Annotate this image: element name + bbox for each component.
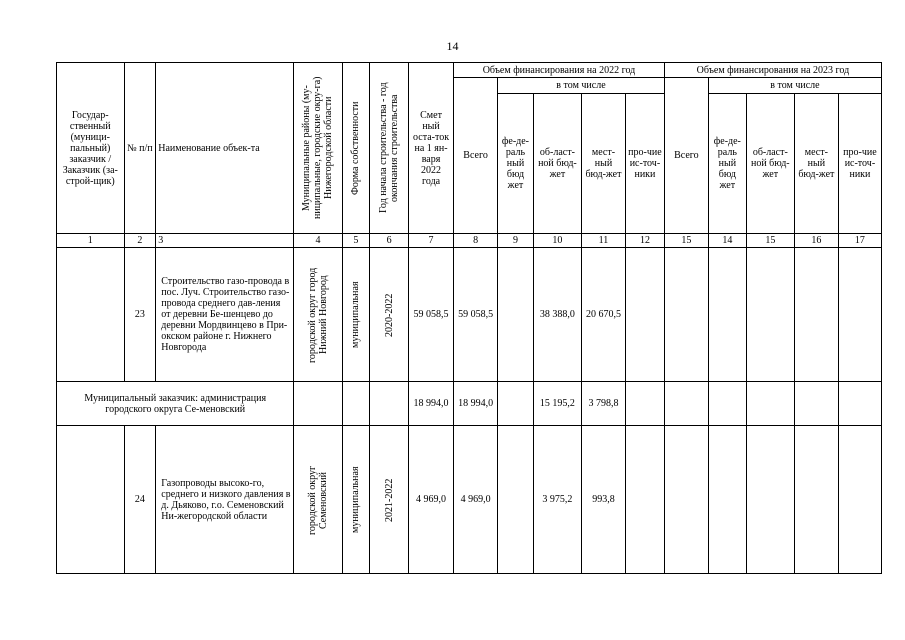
cell-num: 23 bbox=[124, 248, 156, 382]
header-regional-2023: об-ласт-ной бюд-жет bbox=[746, 94, 794, 234]
header-num: № п/п bbox=[124, 63, 156, 234]
header-including-2023: в том числе bbox=[708, 78, 881, 94]
col-number: 16 bbox=[794, 234, 838, 248]
col-number: 15 bbox=[664, 234, 708, 248]
cell-regional-2023 bbox=[746, 248, 794, 382]
header-local-2023: мест-ный бюд-жет bbox=[794, 94, 838, 234]
col-number: 2 bbox=[124, 234, 156, 248]
header-ownership: Форма собственности bbox=[342, 63, 370, 234]
cell-total-2022: 18 994,0 bbox=[454, 382, 498, 426]
table-row bbox=[57, 382, 882, 426]
col-number: 3 bbox=[156, 234, 294, 248]
header-fin2023: Объем финансирования на 2023 год bbox=[664, 63, 881, 78]
header-local-2022: мест-ный бюд-жет bbox=[581, 94, 625, 234]
cell-federal-2022 bbox=[498, 248, 534, 382]
cell-regional-2022: 15 195,2 bbox=[533, 382, 581, 426]
cell-total-2023 bbox=[664, 382, 708, 426]
cell-other-2023 bbox=[838, 426, 881, 574]
header-federal-2023: фе-де-раль ный бюд жет bbox=[708, 94, 746, 234]
header-total-2023: Всего bbox=[664, 78, 708, 234]
cell-local-2023 bbox=[794, 248, 838, 382]
cell-federal-2022 bbox=[498, 382, 534, 426]
cell-regional-2022: 3 975,2 bbox=[533, 426, 581, 574]
header-customer: Государ-ственный (муници-пальный) заказчик / Заказчик (за-строй-щик) bbox=[57, 63, 125, 234]
cell-regional-2023 bbox=[746, 382, 794, 426]
page-number: 14 bbox=[446, 39, 459, 53]
cell-regional-2022: 38 388,0 bbox=[533, 248, 581, 382]
header-districts: Муниципальные районы (му-ниципальные, городские окру-га) Нижегородской области bbox=[294, 63, 342, 234]
cell-other-2022 bbox=[625, 426, 664, 574]
cell-customer bbox=[57, 426, 125, 574]
col-number: 11 bbox=[581, 234, 625, 248]
col-number: 5 bbox=[342, 234, 370, 248]
financing-table bbox=[56, 62, 882, 574]
header-object-name: Наименование объек-та bbox=[156, 63, 294, 234]
cell-local-2023 bbox=[794, 382, 838, 426]
cell-regional-2023 bbox=[746, 426, 794, 574]
cell-ownership bbox=[342, 382, 370, 426]
cell-estimated: 4 969,0 bbox=[409, 426, 454, 574]
cell-other-2022 bbox=[625, 248, 664, 382]
col-number: 7 bbox=[409, 234, 454, 248]
cell-object-name: Газопроводы высоко-го, среднего и низкого давления в д. Дьяково, г.о. Семеновский Ни-жегородской области bbox=[156, 426, 294, 574]
header-other-2022: про-чие ис-точ-ники bbox=[625, 94, 664, 234]
cell-local-2023 bbox=[794, 426, 838, 574]
cell-other-2022 bbox=[625, 382, 664, 426]
cell-estimated: 18 994,0 bbox=[409, 382, 454, 426]
col-number: 9 bbox=[498, 234, 534, 248]
col-number: 17 bbox=[838, 234, 881, 248]
cell-ownership: муниципальная bbox=[342, 426, 370, 574]
header-fin2022: Объем финансирования на 2022 год bbox=[454, 63, 665, 78]
cell-district: городской округ Семеновский bbox=[294, 426, 342, 574]
cell-ownership: муниципальная bbox=[342, 248, 370, 382]
header-regional-2022: об-ласт-ной бюд-жет bbox=[533, 94, 581, 234]
col-number: 10 bbox=[533, 234, 581, 248]
cell-federal-2023 bbox=[708, 426, 746, 574]
cell-years: 2020-2022 bbox=[370, 248, 409, 382]
table-row bbox=[57, 248, 882, 382]
cell-federal-2022 bbox=[498, 426, 534, 574]
header-total-2022: Всего bbox=[454, 78, 498, 234]
cell-years: 2021-2022 bbox=[370, 426, 409, 574]
cell-district bbox=[294, 382, 342, 426]
cell-local-2022: 3 798,8 bbox=[581, 382, 625, 426]
cell-local-2022: 20 670,5 bbox=[581, 248, 625, 382]
header-including-2022: в том числе bbox=[498, 78, 665, 94]
col-number: 14 bbox=[708, 234, 746, 248]
cell-customer-group: Муниципальный заказчик: администрация городского округа Се-меновский bbox=[57, 382, 294, 426]
col-number: 1 bbox=[57, 234, 125, 248]
cell-other-2023 bbox=[838, 248, 881, 382]
cell-federal-2023 bbox=[708, 248, 746, 382]
header-federal-2022: фе-де-раль ный бюд жет bbox=[498, 94, 534, 234]
col-number: 6 bbox=[370, 234, 409, 248]
header-estimated: Смет ный оста-ток на 1 ян-варя 2022 года bbox=[409, 63, 454, 234]
col-number: 4 bbox=[294, 234, 342, 248]
header-years: Год начала строительства - год окончания строительства bbox=[370, 63, 409, 234]
cell-total-2022: 4 969,0 bbox=[454, 426, 498, 574]
cell-total-2022: 59 058,5 bbox=[454, 248, 498, 382]
cell-local-2022: 993,8 bbox=[581, 426, 625, 574]
col-number: 12 bbox=[625, 234, 664, 248]
cell-federal-2023 bbox=[708, 382, 746, 426]
cell-num: 24 bbox=[124, 426, 156, 574]
cell-total-2023 bbox=[664, 426, 708, 574]
col-number: 8 bbox=[454, 234, 498, 248]
header-other-2023: про-чие ис-точ-ники bbox=[838, 94, 881, 234]
col-number: 15 bbox=[746, 234, 794, 248]
cell-years bbox=[370, 382, 409, 426]
cell-estimated: 59 058,5 bbox=[409, 248, 454, 382]
cell-district: городской округ город Нижний Новгород bbox=[294, 248, 342, 382]
cell-object-name: Строительство газо-провода в пос. Луч. Строительство газо-провода среднего дав-ления от деревни Бе-шенцево до деревни Мордвинцево в При-окском районе г. Нижнего Новгорода bbox=[156, 248, 294, 382]
cell-customer bbox=[57, 248, 125, 382]
cell-other-2023 bbox=[838, 382, 881, 426]
cell-total-2023 bbox=[664, 248, 708, 382]
table-row bbox=[57, 426, 882, 574]
